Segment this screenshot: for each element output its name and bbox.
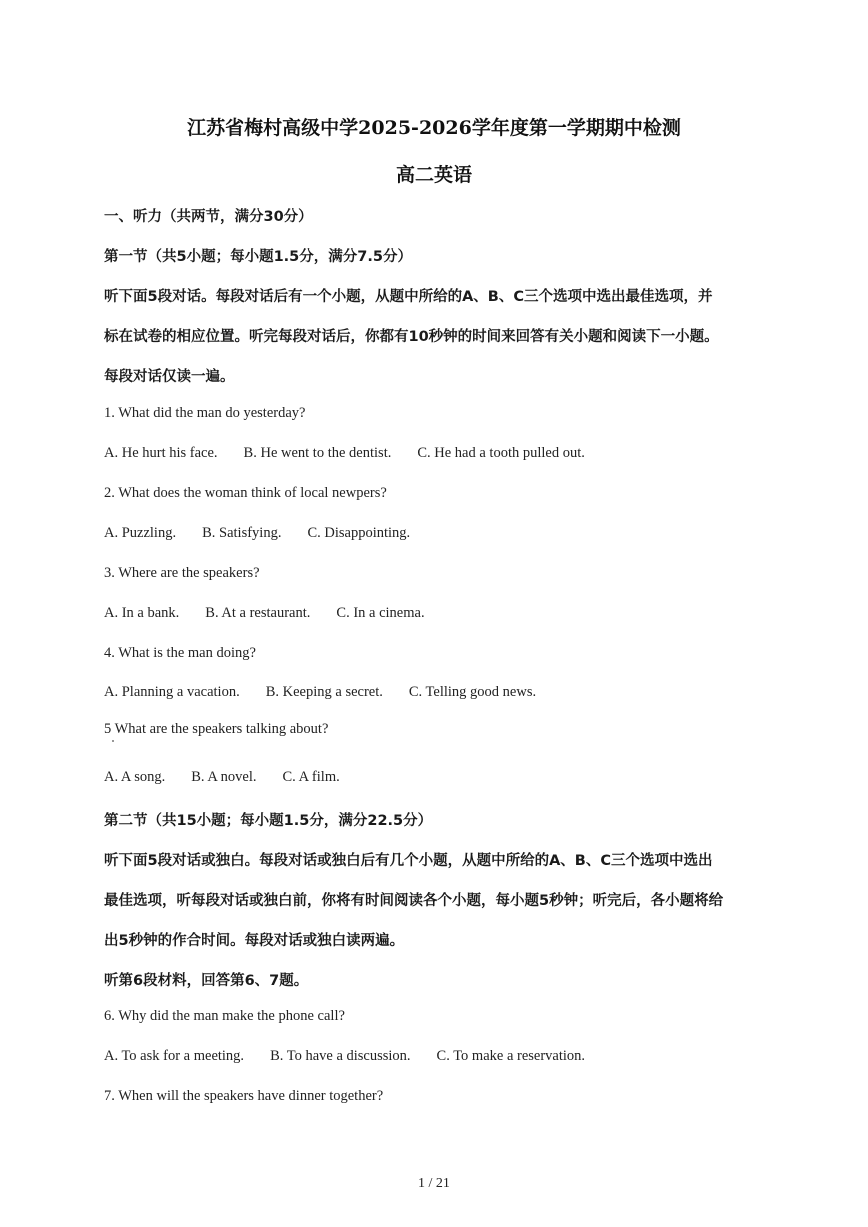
question-text: 5 What are the speakers talking about? [104, 721, 329, 737]
section-heading: 一、听力（共两节，满分30分） [104, 209, 313, 225]
option: C. He had a tooth pulled out. [417, 445, 585, 461]
options-row [104, 605, 451, 622]
option: B. Satisfying. [202, 525, 282, 541]
options-row [104, 684, 562, 701]
option: B. To have a discussion. [270, 1048, 411, 1064]
question-text: 1. What did the man do yesterday? [104, 405, 306, 421]
option: C. In a cinema. [336, 605, 425, 621]
part1-heading: 第一节（共5小题；每小题1.5分，满分7.5分） [104, 249, 412, 265]
option: B. A novel. [191, 769, 257, 785]
option: B. At a restaurant. [205, 605, 311, 621]
option: B. He went to the dentist. [243, 445, 392, 461]
option: A. Planning a vacation. [104, 684, 240, 700]
options-row [104, 525, 436, 542]
instruction-line: 听下面5段对话。每段对话后有一个小题，从题中所给的A、B、C三个选项中选出最佳选项，并 [104, 289, 713, 305]
option: B. Keeping a secret. [265, 684, 383, 700]
question-text: 3. Where are the speakers? [104, 565, 260, 581]
instruction-line: 出5秒钟的作合时间。每段对话或独白读两遍。 [104, 933, 405, 949]
exam-subtitle: 高二英语 [395, 164, 472, 186]
stray-dot [112, 740, 114, 742]
option: A. Puzzling. [104, 525, 177, 541]
options-row [104, 769, 366, 786]
option: A. To ask for a meeting. [104, 1048, 245, 1064]
option: C. To make a reservation. [436, 1048, 586, 1064]
part2-heading: 第二节（共15小题；每小题1.5分，满分22.5分） [104, 813, 433, 829]
instruction-line: 听下面5段对话或独白。每段对话或独白后有几个小题，从题中所给的A、B、C三个选项中选出 [104, 853, 713, 869]
exam-title: 江苏省梅村高级中学2025-2026学年度第一学期期中检测 [187, 117, 681, 139]
option: A. He hurt his face. [104, 445, 218, 461]
option: C. Telling good news. [408, 684, 537, 700]
option: A. In a bank. [104, 605, 180, 621]
instruction-line: 每段对话仅读一遍。 [104, 369, 235, 385]
material-heading: 听第6段材料，回答第6、7题。 [104, 973, 309, 989]
page-number: 1 / 21 [418, 1176, 450, 1191]
option: C. A film. [282, 769, 340, 785]
option: A. A song. [104, 769, 166, 785]
question-text: 4. What is the man doing? [104, 645, 256, 661]
question-text: 2. What does the woman think of local newpers? [104, 485, 387, 501]
options-row [104, 1048, 611, 1065]
instruction-line: 标在试卷的相应位置。听完每段对话后，你都有10秒钟的时间来回答有关小题和阅读下一小题。 [104, 329, 719, 345]
instruction-line: 最佳选项，听每段对话或独白前，你将有时间阅读各个小题，每小题5秒钟；听完后，各小题将给 [104, 893, 724, 909]
options-row [104, 445, 611, 462]
question-text: 6. Why did the man make the phone call? [104, 1008, 345, 1024]
option: C. Disappointing. [307, 525, 411, 541]
question-text: 7. When will the speakers have dinner together? [104, 1088, 384, 1104]
